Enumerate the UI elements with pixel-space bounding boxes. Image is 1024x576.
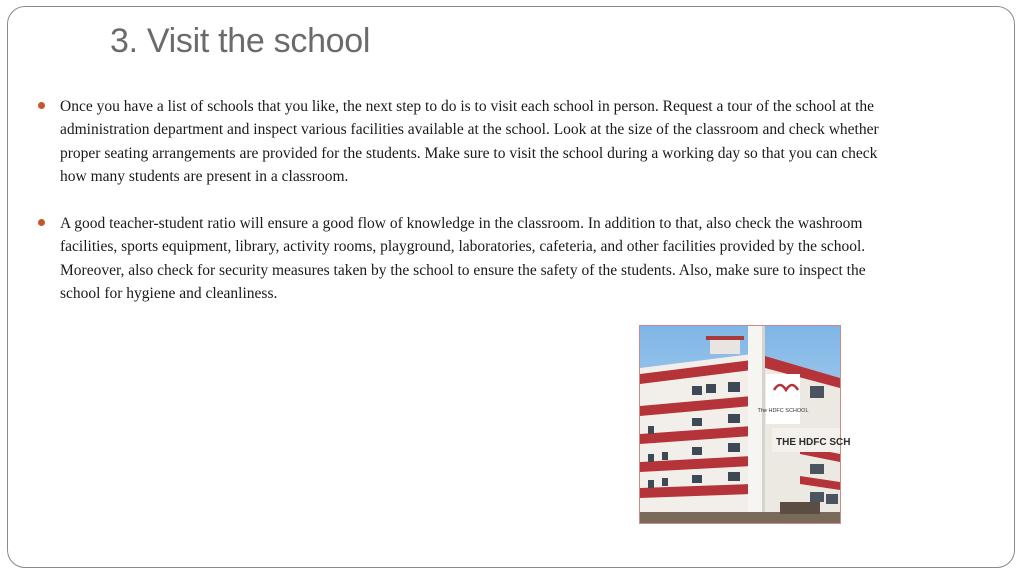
large-sign-text: THE HDFC SCH [776, 437, 851, 448]
bullet-dot-icon [38, 102, 45, 109]
bullet-item [38, 95, 898, 188]
slide-title: 3. Visit the school [110, 22, 371, 60]
bullet-text: A good teacher-student ratio will ensure a good flow of knowledge in the classroom. In addition to that, also check the washroom facilities, sports equipment, library, activity rooms, playground, laboratories, cafeteria, and other facilities provided by the school. Moreover, also check for security measures taken by the school to ensure the safety of the students. Also, make sure to inspect the school for hygiene and cleanliness. [60, 215, 866, 303]
bullet-dot-icon [38, 219, 45, 226]
bullet-text: Once you have a list of schools that you like, the next step to do is to visit each school in person. Request a tour of the school at the administration department and inspect various facilities available at the school. Look at the size of the classroom and check whether proper seating arrangements are provided for the students. Make sure to visit the school during a working day so that you can check how many students are present in a classroom. [60, 98, 879, 185]
bullet-item [38, 212, 898, 305]
bullet-list [38, 95, 898, 329]
small-sign-text: The HDFC SCHOOL [757, 408, 809, 414]
school-building-photo [639, 325, 851, 524]
